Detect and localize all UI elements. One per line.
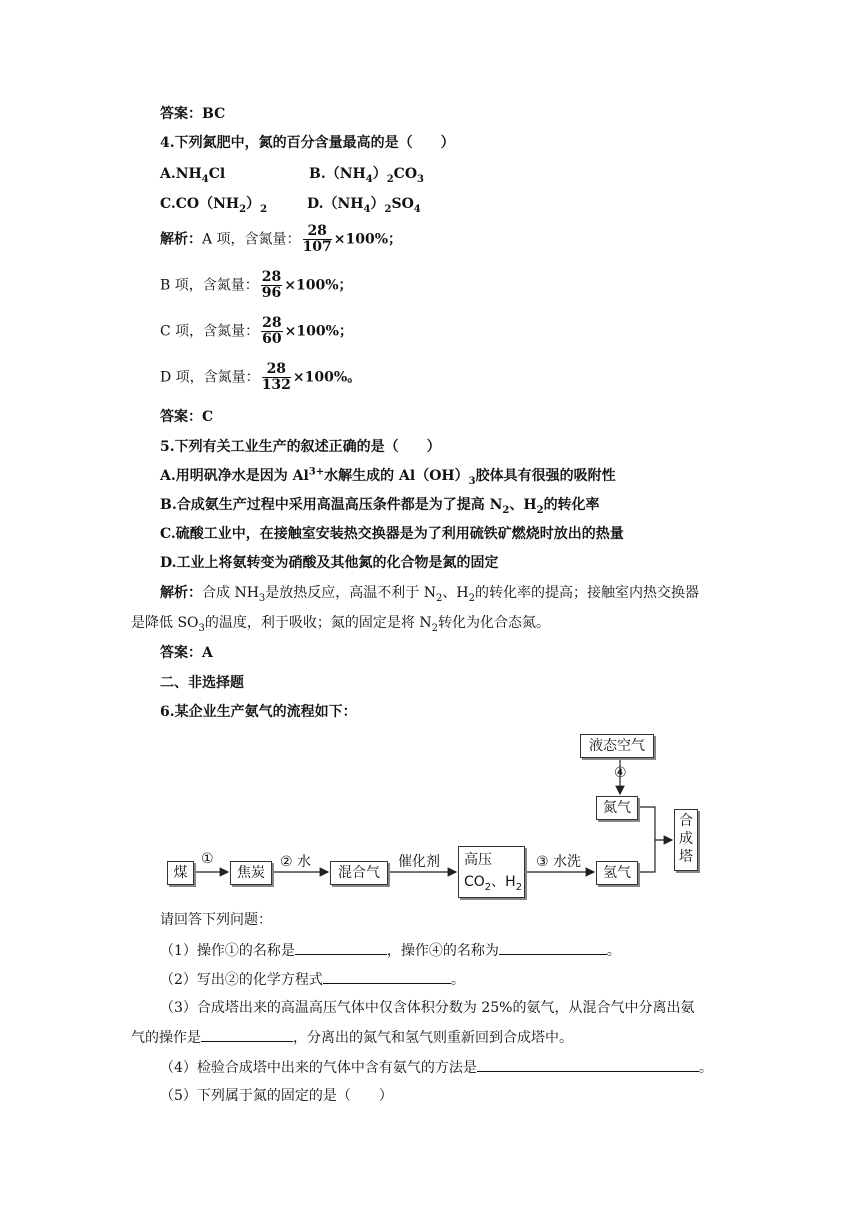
box-nitrogen: 氮气 (596, 796, 638, 820)
label-catalyst: 催化剂 (398, 854, 440, 870)
q6-part2: （2）写出②的化学方程式 。 (160, 969, 465, 990)
q5-option-b: B.合成氨生产过程中采用高温高压条件都是为了提高 $N_2$、$H_2$的转化率 (160, 497, 600, 516)
answer-blank-4[interactable] (201, 1027, 293, 1042)
box-coke: 焦炭 (230, 861, 272, 885)
box-liquid-air: 液态空气 (580, 734, 654, 758)
label-step2-water: ② 水 (280, 854, 312, 870)
q6-part1: （1）操作①的名称是 ，操作④的名称为 。 (160, 940, 621, 961)
label-step4: ④ (614, 765, 627, 781)
q6-part3-line2: 气的操作是 ，分离出的氮气和氢气则重新回到合成塔中。 (131, 1027, 573, 1048)
q6-prompt: 请回答下列问题： (160, 912, 272, 928)
answer-blank-3[interactable] (323, 969, 451, 984)
answer-q3: 答案：BC (160, 106, 226, 122)
q5-stem: 5.下列有关工业生产的叙述正确的是（ ） (160, 439, 441, 455)
label-step3-wash: ③ 水洗 (536, 854, 582, 870)
q6-part4: （4）检验合成塔中出来的气体中含有氨气的方法是 。 (160, 1057, 713, 1078)
q4-option-c: $C.CO(NH_2)_2$ (160, 196, 268, 215)
q5-analysis-line2: 是降低 $SO_3$的温度，利于吸收；氮的固定是将 $N_2$转化为化合态氮。 (131, 615, 550, 634)
q5-analysis-line1: 解析：合成 $NH_3$是放热反应，高温不利于 $N_2$、$H_2$的转化率的提高；接触室内热交换器 (160, 585, 699, 604)
box-synthesis-tower: 合成塔 (674, 809, 698, 871)
section-heading: 二、非选择题 (160, 675, 244, 691)
q6-part5: （5）下列属于氮的固定的是（ ） (160, 1088, 393, 1104)
box-coal: 煤 (167, 861, 194, 885)
q4-stem: 4.下列氮肥中，氮的百分含量最高的是（ ） (160, 135, 455, 151)
answer-q4: 答案：C (160, 409, 214, 425)
label-step1: ① (201, 851, 214, 867)
line-nitrogen-join (637, 807, 655, 872)
q5-option-a: A.用明矾净水是因为 $Al^{3+}$水解生成的 $Al(OH)_3$胶体具有很强的吸附性 (160, 466, 616, 487)
box-hydrogen: 氢气 (596, 861, 638, 885)
q4-option-b: $B.(NH_4)_2CO_3$ (309, 166, 424, 185)
q5-option-c: C.硫酸工业中，在接触室安装热交换器是为了利用硫铁矿燃烧时放出的热量 (160, 526, 624, 542)
answer-blank-5[interactable] (477, 1057, 699, 1072)
high-pressure-label: 高压 (464, 852, 492, 868)
q4-option-d: $D.(NH_4)_2SO_4$ (307, 196, 421, 215)
box-high-pressure (458, 846, 525, 898)
q4-analysis-b: B 项，含氮量： $\frac{28}{96}$ ×100%； (160, 269, 353, 301)
q6-part3-line1: （3）合成塔出来的高温高压气体中仅含体积分数为 25%的氨气，从混合气中分离出氨 (160, 1000, 695, 1016)
q4-option-a: $A.NH_4Cl$ (160, 166, 226, 185)
q5-option-d: D.工业上将氨转变为硝酸及其他氮的化合物是氮的固定 (160, 555, 499, 571)
q4-analysis-c: C 项，含氮量： $\frac{28}{60}$ ×100%； (160, 315, 353, 347)
q4-analysis-a: 解析：A 项，含氮量： $\frac{28}{107}$ ×100%； (160, 223, 403, 255)
high-pressure-gases: $CO_2$、$H_2$ (464, 874, 523, 893)
box-mixed-gas: 混合气 (330, 861, 388, 885)
answer-blank-2[interactable] (499, 940, 607, 955)
q6-stem: 6.某企业生产氨气的流程如下： (160, 704, 357, 720)
answer-blank-1[interactable] (295, 940, 387, 955)
q4-analysis-d: D 项，含氮量： $\frac{28}{132}$ ×100%。 (160, 361, 362, 393)
answer-q5: 答案：A (160, 645, 213, 661)
